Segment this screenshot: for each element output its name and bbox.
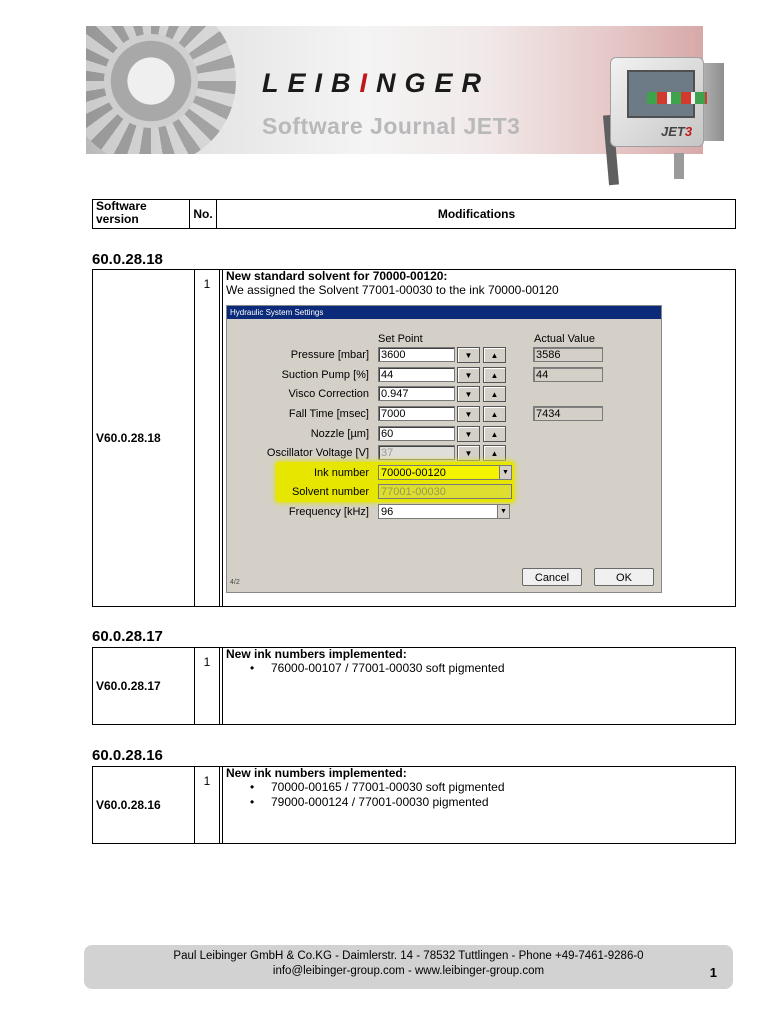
frequency-value: 96	[381, 506, 394, 518]
oscillator-voltage-label: Oscillator Voltage [V]	[266, 447, 369, 459]
printer-keys	[647, 92, 707, 104]
header-modifications: Modifications	[437, 207, 516, 221]
modification-heading: New ink numbers implemented:	[226, 647, 407, 661]
oscillator-voltage-input: 37	[378, 445, 455, 460]
suction-pump-down-button[interactable]	[457, 367, 480, 383]
visco-correction-input[interactable]: 0.947	[378, 386, 455, 401]
dropdown-arrow-icon: ▼	[497, 505, 509, 518]
header-no: No.	[189, 200, 217, 228]
cell-divider	[222, 648, 224, 724]
entry-number: 1	[194, 767, 220, 843]
arrow-up-icon: ▲	[490, 449, 499, 458]
section-60-0-28-17	[92, 647, 736, 725]
nozzle-up-button[interactable]	[483, 426, 506, 442]
suction-pump-actual: 44	[533, 367, 603, 382]
nozzle-down-button[interactable]	[457, 426, 480, 442]
arrow-down-icon: ▼	[464, 351, 473, 360]
ink-number-select[interactable]	[378, 465, 512, 480]
version-cell: V60.0.28.17	[96, 679, 161, 693]
modification-cell	[226, 270, 731, 297]
page-number: 1	[709, 965, 717, 980]
fall-time-actual: 7434	[533, 406, 603, 421]
fall-time-up-button[interactable]	[483, 406, 506, 422]
set-point-header: Set Point	[378, 333, 423, 345]
oscillator-voltage-up-button[interactable]	[483, 445, 506, 461]
gear-hub-graphic	[104, 34, 198, 128]
footer-contact: info@leibinger-group.com - www.leibinger-group.com	[272, 965, 545, 977]
modification-text: We assigned the Solvent 77001-00030 to the ink 70000-00120	[226, 283, 559, 297]
pressure-input[interactable]: 3600	[378, 347, 455, 362]
printer-illustration	[606, 55, 724, 150]
pressure-actual: 3586	[533, 347, 603, 362]
arrow-down-icon: ▼	[464, 390, 473, 399]
list-item: • 76000-00107 / 77001-00030 soft pigmented	[250, 661, 731, 676]
section-title: 60.0.28.17	[92, 628, 163, 645]
list-item: • 70000-00165 / 77001-00030 soft pigmented	[250, 780, 731, 795]
section-title: 60.0.28.16	[92, 747, 163, 764]
visco-correction-down-button[interactable]	[457, 386, 480, 402]
modification-cell	[226, 767, 731, 810]
arrow-down-icon: ▼	[464, 430, 473, 439]
section-60-0-28-16	[92, 766, 736, 844]
solvent-number-field: 77001-00030	[378, 484, 512, 499]
visco-correction-label: Visco Correction	[288, 388, 369, 400]
modification-heading: New standard solvent for 70000-00120:	[226, 269, 448, 283]
version-cell: V60.0.28.18	[96, 431, 161, 445]
fall-time-label: Fall Time [msec]	[288, 408, 369, 420]
printer-body	[610, 57, 704, 147]
version-cell: V60.0.28.16	[96, 798, 161, 812]
arrow-down-icon: ▼	[464, 449, 473, 458]
visco-correction-up-button[interactable]	[483, 386, 506, 402]
cell-divider	[222, 767, 224, 843]
ink-number-value: 70000-00120	[381, 467, 446, 479]
ink-list	[226, 661, 731, 676]
list-item: • 79000-000124 / 77001-00030 pigmented	[250, 795, 731, 810]
printer-brand: JET3	[661, 124, 693, 139]
frequency-label: Frequency [kHz]	[288, 506, 369, 518]
dialog-title: Hydraulic System Settings	[227, 306, 661, 319]
fall-time-input[interactable]: 7000	[378, 406, 455, 421]
oscillator-voltage-down-button[interactable]	[457, 445, 480, 461]
entry-number: 1	[194, 648, 220, 724]
modification-heading: New ink numbers implemented:	[226, 766, 407, 780]
actual-value-header: Actual Value	[534, 333, 595, 345]
journal-title: Software Journal JET3	[262, 113, 521, 139]
pressure-down-button[interactable]	[457, 347, 480, 363]
section-title: 60.0.28.18	[92, 251, 163, 268]
pressure-label: Pressure [mbar]	[290, 349, 369, 361]
arrow-down-icon: ▼	[464, 371, 473, 380]
hydraulic-settings-dialog	[226, 305, 662, 593]
cancel-button[interactable]: Cancel	[522, 568, 582, 586]
company-logo: LEIBINGER	[262, 68, 491, 98]
modification-cell	[226, 648, 731, 676]
suction-pump-label: Suction Pump [%]	[281, 369, 369, 381]
ink-list	[226, 780, 731, 810]
arrow-down-icon: ▼	[464, 410, 473, 419]
dialog-page-indicator: 4/2	[230, 579, 240, 586]
printhead	[674, 153, 684, 179]
arrow-up-icon: ▲	[490, 390, 499, 399]
frequency-select[interactable]	[378, 504, 510, 519]
entry-number: 1	[194, 270, 220, 606]
suction-pump-input[interactable]: 44	[378, 367, 455, 382]
fall-time-down-button[interactable]	[457, 406, 480, 422]
ink-number-label: Ink number	[313, 467, 369, 479]
cell-divider	[222, 270, 224, 606]
suction-pump-up-button[interactable]	[483, 367, 506, 383]
header-software-version: Software version	[96, 199, 147, 226]
nozzle-input[interactable]: 60	[378, 426, 455, 441]
solvent-number-label: Solvent number	[291, 486, 369, 498]
dropdown-arrow-icon: ▼	[499, 466, 511, 479]
arrow-up-icon: ▲	[490, 410, 499, 419]
page-footer	[84, 945, 733, 989]
arrow-up-icon: ▲	[490, 430, 499, 439]
ok-button[interactable]: OK	[594, 568, 654, 586]
arrow-up-icon: ▲	[490, 371, 499, 380]
arrow-up-icon: ▲	[490, 351, 499, 360]
table-header	[92, 199, 736, 229]
footer-address: Paul Leibinger GmbH & Co.KG - Daimlerstr. 14 - 78532 Tuttlingen - Phone +49-7461-9286-0	[173, 950, 644, 962]
printer-screen	[627, 70, 695, 118]
nozzle-label: Nozzle [µm]	[310, 428, 369, 440]
pressure-up-button[interactable]	[483, 347, 506, 363]
